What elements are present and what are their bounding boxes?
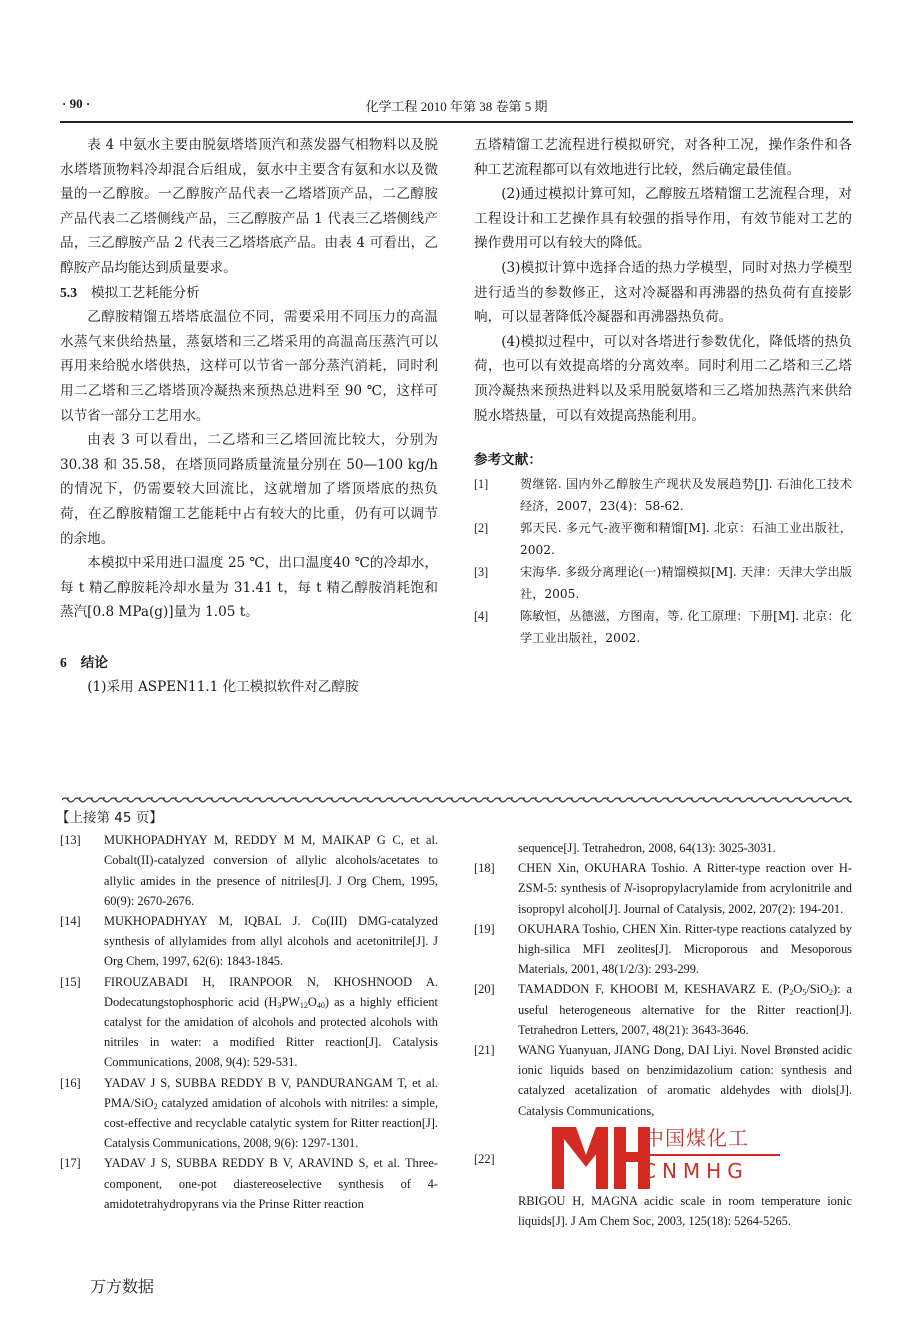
subscript: 3 [277,1000,282,1010]
reference-number: [18] [474,861,495,876]
paragraph: 表 4 中氨水主要由脱氨塔塔顶汽和蒸发器气相物料以及脱水塔塔顶物料冷却混合后组成，氨水中主要含有氨和水以及微量的一乙醇胺。一乙醇胺产品代表一乙塔塔顶产品，二乙醇胺产品代表二乙塔侧线产品，三乙醇胺产品 1 代表三乙塔侧线产品，三乙醇胺产品 2 代表三乙塔塔底产品。由表 4 可看出，乙醇胺产品均能达到质量要求。 [60,137,438,276]
reference-continuation [474,838,852,858]
reference-item [60,911,438,972]
subscript: 12 [299,1000,308,1010]
watermark-text-cn: 中国煤化工 [644,1125,749,1150]
reference-item [60,1153,438,1214]
section-title: 模拟工艺耗能分析 [91,284,200,301]
reference-number: [16] [60,1075,81,1090]
reference-number: [3] [474,564,489,579]
reference-text: 陈敏恒，丛德滋，方图南，等. 化工原理：下册[M]. 北京：化学工业出版社，2002. [520,608,852,645]
running-header [60,93,853,115]
paragraph: (3)模拟计算中选择合适的热力学模型，同时对热力学模型进行适当的参数修正，这对冷凝器和再沸器的热负荷有直接影响，可以显著降低冷凝器和再沸器热负荷。 [474,259,852,326]
reference-item [474,979,852,1040]
reference-text: catalyzed amidation of alcohols with nitriles: a simple, cost-effective and recyclable catalytic system for Ritter reaction[J]. Catalysis Communications, 2008, 9(6): 1297-1301. [104,1095,438,1151]
source-footer: 万方数据 [90,1277,155,1296]
subscript: 5 [802,988,807,998]
mh-logo-icon [552,1125,652,1191]
reference-text: sequence[J]. Tetrahedron, 2008, 64(13): 3025-3031. [518,841,776,855]
paragraph: (1)采用 ASPEN11.1 化工模拟软件对乙醇胺 [87,679,359,696]
reference-text [518,1191,852,1231]
reference-text: O [793,982,803,997]
reference-item [474,473,852,517]
reference-number: [1] [474,476,489,491]
reference-number: [17] [60,1156,81,1171]
watermark-logo [552,1125,852,1191]
reference-item [474,605,852,649]
reference-text: CHEN Xin, OKUHARA Toshio. A Ritter-type reaction over H-ZSM-5: synthesis of [518,861,852,896]
paragraph: 五塔精馏工艺流程进行模拟研究，对各种工况，操作条件和各种工艺流程都可以有效地进行比较，然后确定最佳值。 [474,137,852,178]
reference-item [474,1125,852,1231]
reference-item [474,517,852,561]
reference-item [60,1073,438,1154]
reference-number: [22] [474,1151,495,1166]
continued-references-right [474,838,852,1231]
section-heading-5-3 [60,281,438,306]
continued-references-left [56,808,438,1214]
watermark-divider [640,1154,780,1156]
paragraph: 乙醇胺精馏五塔塔底温位不同，需要采用不同压力的高温水蒸气来供给热量，蒸氨塔和三乙塔采用的高温高压蒸汽可以再用来给脱水塔供热，这样可以节省一部分蒸汽消耗，同时利用二乙塔和三乙塔塔顶冷凝热来预热总进料至 90 ℃，这样可以节省一部分工艺用水。 [60,309,438,424]
subscript: 2 [829,988,834,998]
paragraph: 本模拟中采用进口温度 25 ℃，出口温度40 ℃的冷却水，每 t 精乙醇胺耗冷却水量为 31.41 t，每 t 精乙醇胺消耗饱和蒸汽[0.8 MPa(g)]量为 1.05 t。 [60,555,438,621]
reference-text: YADAV J S, SUBBA REDDY B V, ARAVIND S, et al. Three-component, one-pot diastereoselective synthesis of 4-amidotetrahydropyrans via the Prinse Ritter reaction [104,1156,438,1211]
section-number: 5.3 [60,284,77,300]
section-heading-6 [60,651,438,676]
reference-item [474,919,852,980]
reference-text: ): a useful heterogeneous alternative for the Ritter reaction[J]. Tetrahedron Letters, 2007, 48(21): 3643-3646. [518,982,852,1037]
reference-number: [14] [60,914,81,929]
reference-text: WANG Yuanyuan, JIANG Dong, DAI Liyi. Novel Brønsted acidic ionic liquids based on benzimidazolium cation: synthesis and catalyzed acetalization of aromatic aldehydes with diols[J]. Catalysis Communications, [518,1043,852,1118]
subscript: 2 [153,1101,158,1111]
reference-number: [21] [474,1043,495,1058]
reference-number: [20] [474,982,495,997]
reference-text: /SiO [806,982,830,997]
header-rule [60,121,853,123]
reference-text: OKUHARA Toshio, CHEN Xin. Ritter-type reactions catalyzed by high-silica MFI zeolites[J]. Microporous and Mesoporous Materials, 2001, 48(1/2/3): 293-299. [518,921,852,977]
italic-text: N [624,881,633,896]
paragraph: 由表 3 可以看出，二乙塔和三乙塔回流比较大，分别为 30.38 和 35.58，在塔顶同路质量流量分别在 50—100 kg/h 的情况下，仍需要较大回流比，这就增加了塔顶塔底的热负荷，在乙醇胺精馏工艺能耗中占有较大的比重，仍有可以调节的余地。 [60,432,438,547]
subscript: 2 [789,988,794,998]
reference-text: FIROUZABADI H, IRANPOOR N, KHOSHNOOD A. Dodecatungstophosphoric acid (H [104,974,438,1009]
right-column [474,133,852,649]
reference-text: MUKHOPADHYAY M, IQBAL J. Co(III) DMG-catalyzed synthesis of allylamides from allyl alcohols and acetonitrile[J]. J Org Chem, 1997, 62(6): 1843-1845. [104,914,438,969]
reference-text: ) as a highly efficient catalyst for the amidation of alcohols and protected alcohols with nitriles in water: a modified Ritter reaction[J]. Catalysis Communications, 2008, 9(4): 529-531. [104,994,438,1070]
left-column [60,133,438,700]
reference-text: acidic scale in room temperature ionic liquids[J]. J Am Chem Soc, 2003, 125(18): 5264-5265. [518,1193,852,1229]
decorative-separator [62,795,852,803]
reference-item [474,561,852,605]
reference-item [474,1040,852,1121]
reference-text: 宋海华. 多级分离理论(一)精馏模拟[M]. 天津：天津大学出版社，2005. [520,564,852,601]
reference-text: 贺继铭. 国内外乙醇胺生产现状及发展趋势[J]. 石油化工技术经济，2007，23(4)：58-62. [520,476,852,513]
reference-number: [4] [474,608,489,623]
reference-number: [2] [474,520,489,535]
subscript: 40 [316,1000,325,1010]
reference-text: PW [281,994,300,1009]
continuation-label: 【上接第 45 页】 [56,810,163,826]
section-number: 6 [60,654,67,670]
journal-title: 化学工程 2010 年第 38 卷第 5 期 [365,99,548,114]
reference-number: [15] [60,974,81,989]
reference-item [60,830,438,911]
reference-text: TAMADDON F, KHOOBI M, KESHAVARZ E. (P [518,982,790,997]
reference-text: RBIGOU H, MAGNA [518,1193,638,1208]
watermark-text-en: CNMHG [642,1158,749,1183]
reference-text: MUKHOPADHYAY M, REDDY M M, MAIKAP G C, et al. Cobalt(II)-catalyzed conversion of allylic alcohols/acetates to allylic amides in the presence of nitriles[J]. J Org Chem, 1995, 60(9): 2670-2676. [104,833,438,908]
paragraph: (4)模拟过程中，可以对各塔进行参数优化，降低塔的热负荷，也可以有效提高塔的分离效率。同时利用二乙塔和三乙塔顶冷凝热来预热进料以及采用脱氨塔和三乙塔加热蒸汽来供给脱水塔热量，可以有效提高热能利用。 [474,333,852,424]
reference-item [474,858,852,919]
reference-text: O [307,994,317,1009]
reference-text: YADAV J S, SUBBA REDDY B V, PANDURANGAM T, et al. PMA/SiO [104,1075,438,1110]
reference-number: [19] [474,921,495,936]
references-title: 参考文献： [474,452,542,469]
paragraph: (2)通过模拟计算可知，乙醇胺五塔精馏工艺流程合理，对工程设计和工艺操作具有较强的指导作用，有效节能对工艺的操作费用可以有较大的降低。 [474,186,852,252]
section-title: 结论 [80,654,108,671]
reference-number: [13] [60,833,81,848]
page-number: · 90 · [62,96,91,111]
reference-text: 郭天民. 多元气-液平衡和精馏[M]. 北京：石油工业出版社，2002. [520,520,852,557]
reference-text: -isopropylacrylamide from acrylonitrile and isopropyl alcohol[J]. Journal of Catalysis, 2002, 207(2): 194-201. [518,881,853,916]
reference-item [60,972,438,1073]
